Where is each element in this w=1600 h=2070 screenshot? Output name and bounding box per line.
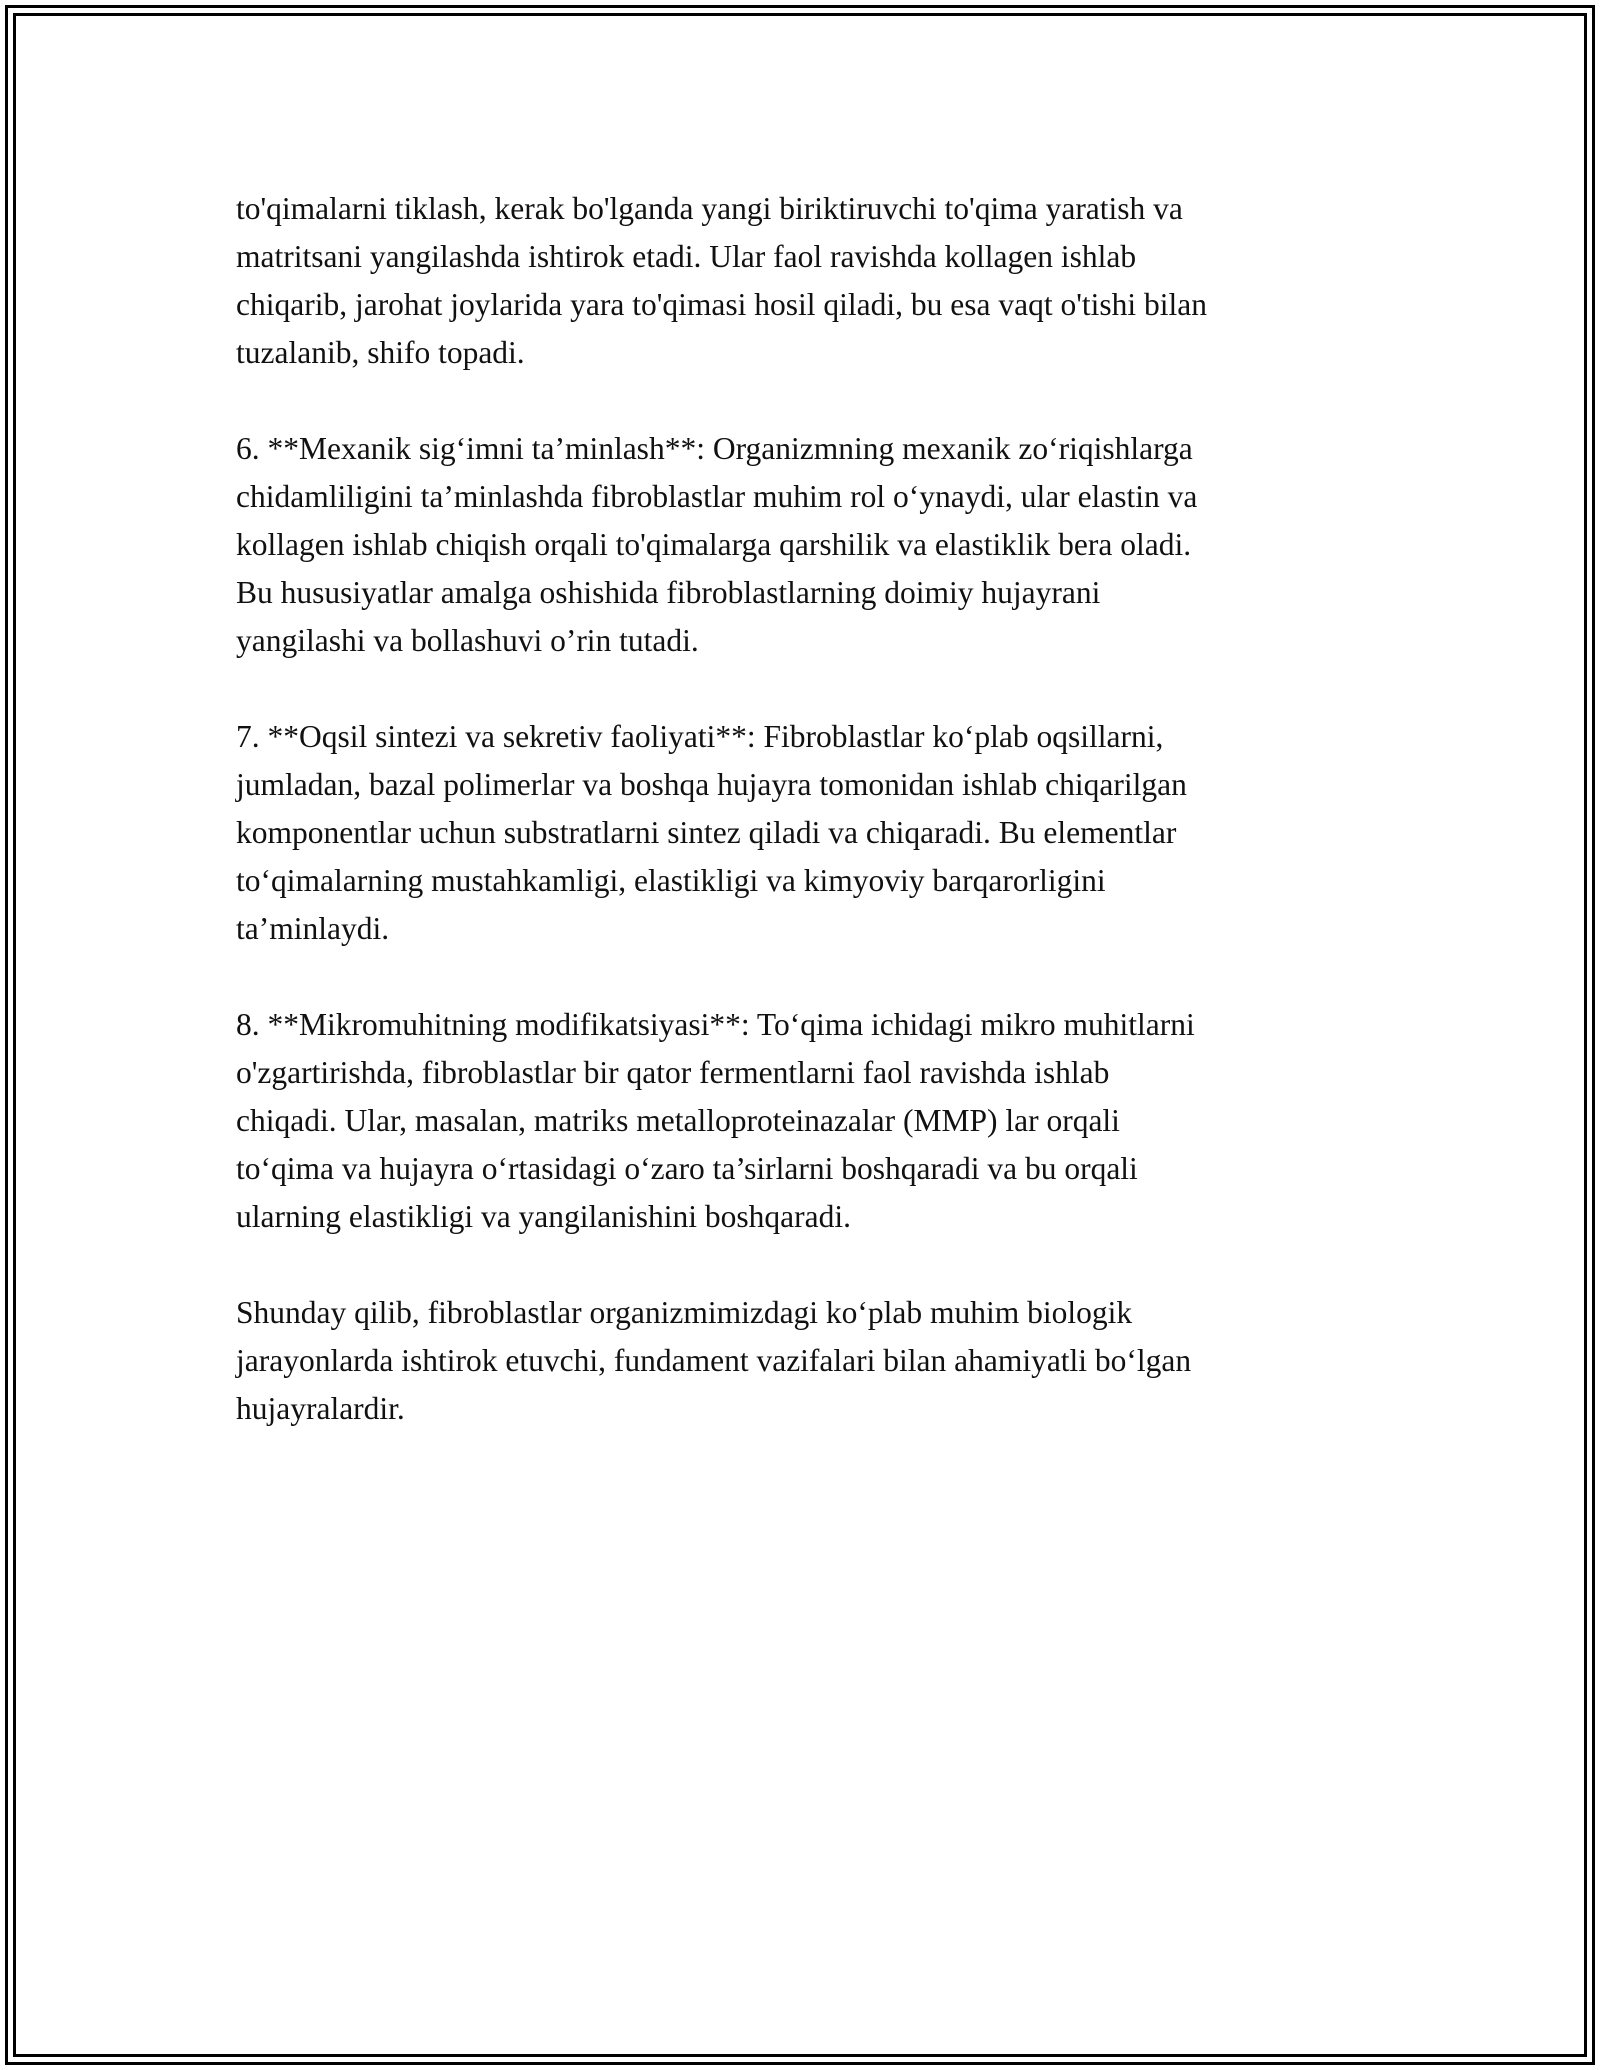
document-body xyxy=(236,185,1376,1433)
paragraph-conclusion: Shunday qilib, fibroblastlar organizmimizdagi ko‘plab muhim biologik jarayonlarda ishtirok etuvchi, fundament vazifalari bilan ahamiyatli bo‘lgan hujayralardir. xyxy=(236,1295,1192,1426)
paragraph-item-7: 7. **Oqsil sintezi va sekretiv faoliyati**: Fibroblastlar ko‘plab oqsillarni, jumladan, bazal polimerlar va boshqa hujayra tomonidan ishlab chiqarilgan komponentlar uchun substratlarni sintez qiladi va chiqaradi. Bu elementlar to‘qimalarning mustahkamligi, elastikligi va kimyoviy barqarorligini ta’minlaydi. xyxy=(236,719,1187,946)
paragraph-item-8: 8. **Mikromuhitning modifikatsiyasi**: To‘qima ichidagi mikro muhitlarni o'zgartirishda, fibroblastlar bir qator fermentlarni faol ravishda ishlab chiqadi. Ular, masalan, matriks metalloproteinazalar (MMP) lar orqali to‘qima va hujayra o‘rtasidagi o‘zaro ta’sirlarni boshqaradi va bu orqali ularning elastikligi va yangilanishini boshqaradi. xyxy=(236,1007,1195,1234)
paragraph-item-6: 6. **Mexanik sig‘imni ta’minlash**: Organizmning mexanik zo‘riqishlarga chidamliligini ta’minlashda fibroblastlar muhim rol o‘ynaydi, ular elastin va kollagen ishlab chiqish orqali to'qimalarga qarshilik va elastiklik bera oladi. Bu hususiyatlar amalga oshishida fibroblastlarning doimiy hujayrani yangilashi va bollashuvi o’rin tutadi. xyxy=(236,431,1198,658)
paragraph-continuation: to'qimalarni tiklash, kerak bo'lganda yangi biriktiruvchi to'qima yaratish va matritsani yangilashda ishtirok etadi. Ular faol ravishda kollagen ishlab chiqarib, jarohat joylarida yara to'qimasi hosil qiladi, bu esa vaqt o'tishi bilan tuzalanib, shifo topadi. xyxy=(236,191,1207,370)
